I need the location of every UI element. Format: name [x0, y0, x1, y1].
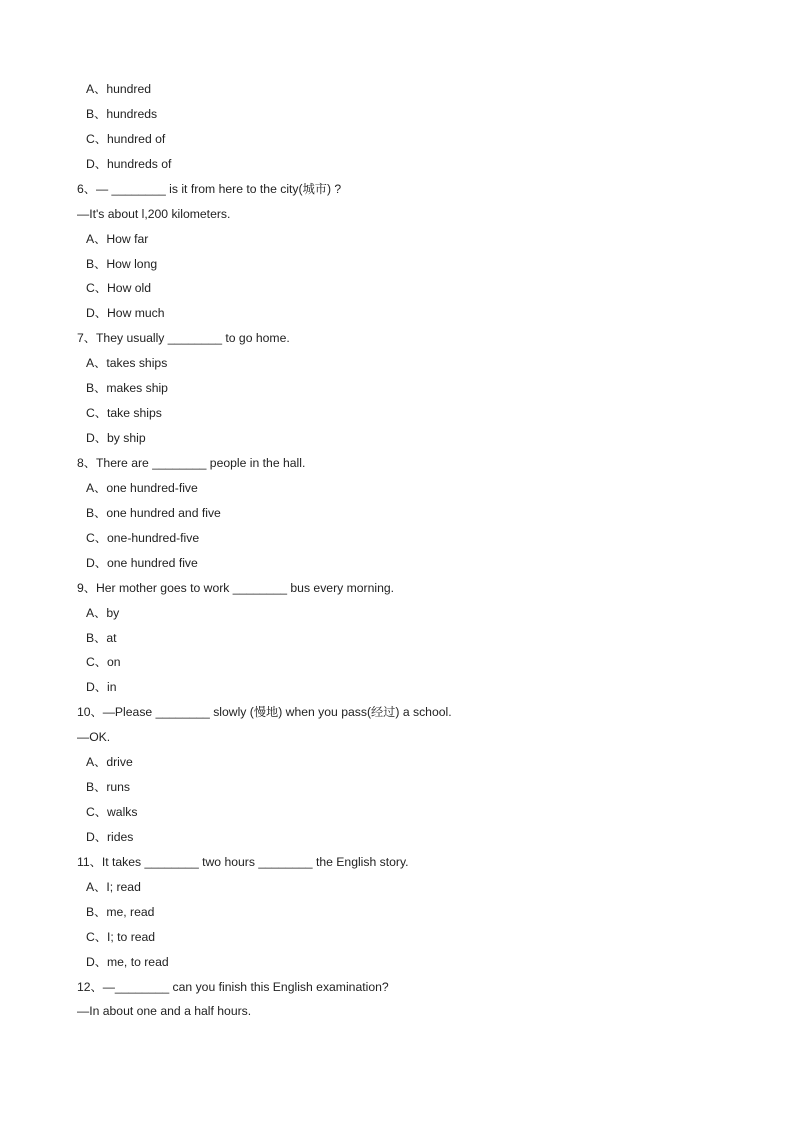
answer-option: C、take ships [86, 406, 162, 421]
question-text: 7、They usually ________ to go home. [77, 331, 290, 346]
answer-option: B、one hundred and five [86, 505, 221, 520]
answer-option: A、takes ships [86, 356, 168, 371]
answer-option: D、one hundred five [86, 555, 198, 570]
answer-option: D、How much [86, 306, 165, 321]
answer-option: C、I; to read [86, 929, 156, 944]
answer-option: D、by ship [86, 431, 146, 445]
answer-option: B、runs [86, 780, 131, 794]
answer-option: B、hundreds [86, 106, 158, 121]
question-text: 9、Her mother goes to work ________ bus every morning. [77, 580, 395, 595]
answer-option: C、hundred of [86, 131, 166, 146]
question-text: 6、— ________ is it from here to the city(城市) ? [77, 181, 342, 196]
answer-line: —OK. [77, 730, 111, 745]
question-text: 11、It takes ________ two hours ________ the English story. [77, 854, 409, 869]
question-text: 10、—Please ________ slowly (慢地) when you pass(经过) a school. [77, 705, 452, 720]
answer-line: —In about one and a half hours. [77, 1004, 252, 1019]
answer-line: —It's about l,200 kilometers. [77, 206, 231, 221]
answer-option: B、makes ship [86, 381, 168, 396]
answer-option: C、one-hundred-five [86, 530, 200, 545]
answer-option: A、by [86, 605, 120, 620]
answer-option: B、me, read [86, 904, 155, 919]
answer-option: D、rides [86, 829, 134, 844]
answer-option: A、hundred [86, 82, 152, 96]
answer-option: A、I; read [86, 879, 141, 894]
answer-option: D、in [86, 680, 117, 695]
answer-option: A、one hundred-five [86, 480, 198, 495]
question-text: 8、There are ________ people in the hall. [77, 455, 306, 470]
answer-option: C、How old [86, 281, 152, 296]
question-text: 12、—________ can you finish this English examination? [77, 979, 389, 994]
answer-option: B、How long [86, 256, 158, 271]
answer-option: A、drive [86, 755, 133, 770]
answer-option: D、me, to read [86, 954, 169, 969]
answer-option: D、hundreds of [86, 156, 172, 171]
answer-option: C、walks [86, 805, 138, 819]
answer-option: B、at [86, 630, 117, 645]
answer-option: C、on [86, 655, 121, 670]
answer-option: A、How far [86, 231, 149, 246]
